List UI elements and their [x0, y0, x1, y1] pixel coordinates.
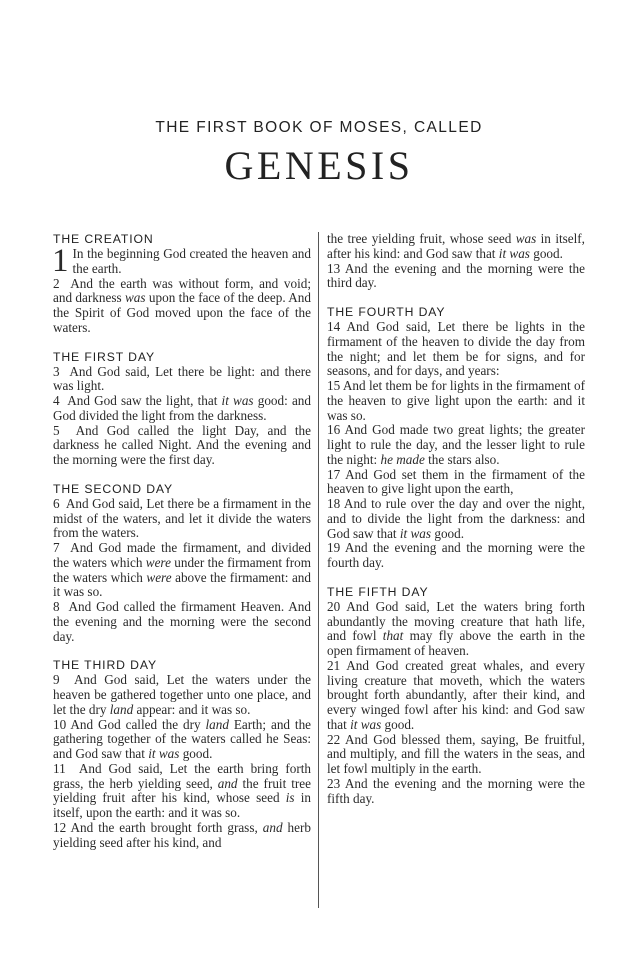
verse-number: 22: [327, 731, 341, 747]
verse-text: And God saw the light, that it was good: and God divided the light from the darkness.: [53, 393, 311, 423]
verse-number: 4: [53, 393, 60, 408]
verse-text: And God said, Let the earth bring forth grass, the herb yielding seed, and the fruit tree yielding fruit after his kind, whose seed is in itself, upon the earth: and it was so.: [53, 760, 311, 820]
section-heading-second-day: THE SECOND DAY: [53, 481, 174, 496]
verse-number: 23: [327, 775, 341, 791]
verse-9: [53, 673, 311, 717]
verse-3: [53, 365, 311, 395]
section-heading-creation: THE CREATION: [53, 232, 154, 246]
verse-number: 14: [327, 319, 341, 334]
verse-number: 18: [327, 496, 341, 511]
verse-number-dropcap: 1: [52, 243, 69, 279]
verse-text: And God created great whales, and every living creature that moveth, which the waters brought forth abundantly, after their kind, and every winged fowl after his kind: and God saw that it was good.: [327, 657, 585, 732]
verse-1: [52, 243, 311, 279]
verse-number: 20: [327, 598, 341, 614]
verse-text: And the earth brought forth grass, and herb yielding seed after his kind, and: [53, 819, 311, 850]
verse-number: 3: [53, 363, 60, 379]
verse-text: And the earth was without form, and void; and darkness was upon the face of the deep. And the Spirit of God moved upon the face of the waters.: [53, 275, 311, 335]
verse-15: [327, 379, 585, 423]
verse-18: [327, 497, 585, 541]
verse-text: And the evening and the morning were the third day.: [327, 260, 585, 291]
verse-19: [327, 541, 585, 571]
verse-number: 8: [53, 599, 60, 614]
verse-text: And God set them in the firmament of the heaven to give light upon the earth,: [327, 466, 585, 497]
verse-text: And God called the dry land Earth; and the gathering together of the waters called he Seas: and God saw that it was good.: [53, 716, 312, 761]
verse-12: [53, 821, 311, 851]
verse-number: 16: [327, 422, 341, 438]
verse-11: [53, 762, 311, 821]
verse-7: [53, 541, 311, 600]
section-heading-fourth-day: THE FOURTH DAY: [327, 305, 446, 319]
verse-number: 9: [53, 672, 60, 688]
verse-21: [327, 659, 585, 733]
verse-text: And to rule over the day and over the night, and to divide the light from the darkness: and God saw that it was good.: [327, 496, 586, 541]
verse-text: And God said, Let there be light: and there was light.: [53, 363, 311, 394]
verse-23: [327, 777, 585, 807]
verse-12-continuation: [327, 232, 585, 262]
verse-text: And God made the firmament, and divided the waters which were under the firmament from the waters which were above the firmament: and it was so.: [53, 540, 311, 600]
verse-text: And God called the light Day, and the darkness he called Night. And the evening and the morning were the first day.: [53, 422, 311, 467]
verse-number: 6: [53, 495, 60, 511]
verse-16: [327, 423, 585, 467]
verse-10: [53, 718, 311, 762]
column-divider: [318, 232, 319, 908]
verse-text: And God made two great lights; the greater light to rule the day, and the lesser light to rule the night: he made the stars also.: [327, 422, 585, 467]
verse-5: [53, 424, 311, 468]
verse-text: In the beginning God created the heaven and the earth.: [72, 246, 311, 276]
verse-number: 15: [327, 378, 341, 393]
verse-number: 17: [327, 466, 341, 482]
verse-text: And God said, Let the waters under the heaven be gathered together unto one place, and let the dry land appear: and it was so.: [53, 672, 311, 717]
verse-number: 13: [327, 260, 341, 276]
verse-number: 11: [53, 760, 66, 776]
verse-text: And let them be for lights in the firmament of the heaven to give light upon the earth: and it was so.: [327, 378, 585, 423]
verse-text: And God called the firmament Heaven. And the evening and the morning were the second day.: [53, 599, 311, 644]
verse-text: And God said, Let there be lights in the firmament of the heaven to divide the day from the night; and let them be for signs, and for seasons, and for days, and years:: [327, 319, 585, 379]
verse-number: 10: [53, 716, 67, 732]
verse-number: 7: [53, 540, 60, 555]
verse-22: [327, 733, 585, 777]
verse-text: And the evening and the morning were the fifth day.: [327, 775, 585, 806]
book-subtitle: THE FIRST BOOK OF MOSES, CALLED: [155, 119, 483, 136]
verse-20: [327, 600, 585, 659]
verse-13: [327, 262, 585, 292]
verse-2: [53, 277, 311, 336]
verse-number: 19: [327, 540, 341, 556]
verse-number: 2: [53, 275, 60, 291]
verse-17: [327, 468, 585, 498]
verse-number: 21: [327, 657, 341, 673]
verse-14: [327, 320, 585, 379]
section-heading-fifth-day: THE FIFTH DAY: [327, 584, 429, 599]
section-heading-third-day: THE THIRD DAY: [53, 658, 158, 673]
right-column: [327, 232, 585, 806]
verse-text: And the evening and the morning were the fourth day.: [327, 540, 585, 570]
verse-text: the tree yielding fruit, whose seed was in itself, after his kind: and God saw that it was good.: [327, 231, 585, 261]
verse-8: [53, 600, 311, 644]
verse-6: [53, 497, 311, 541]
book-title: GENESIS: [224, 143, 414, 188]
verse-number: 12: [53, 819, 67, 835]
verse-text: And God blessed them, saying, Be fruitful, and multiply, and fill the waters in the seas, and let fowl multiply in the earth.: [327, 731, 586, 776]
left-column: [53, 232, 311, 850]
verse-4: [53, 394, 311, 424]
section-heading-first-day: THE FIRST DAY: [53, 349, 155, 364]
verse-text: And God said, Let the waters bring forth abundantly the moving creature that hath life, and fowl that may fly above the earth in the open firmament of heaven.: [327, 598, 585, 658]
verse-number: 5: [53, 422, 60, 438]
verse-text: And God said, Let there be a firmament in the midst of the waters, and let it divide the waters from the waters.: [53, 495, 311, 541]
